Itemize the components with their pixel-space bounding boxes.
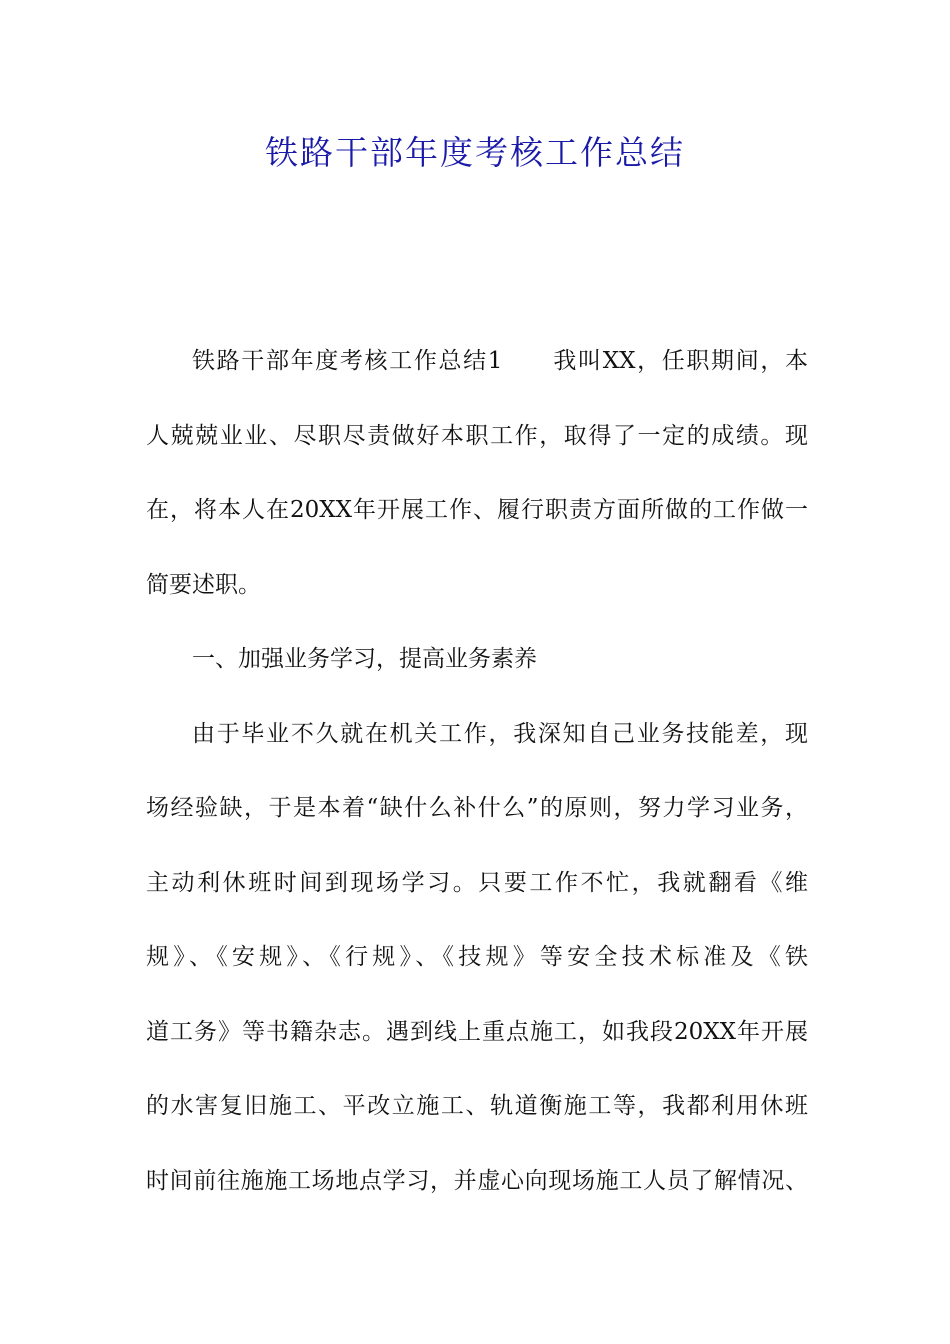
paragraph-line: 的水害复旧施工、平改立施工、轨道衡施工等，我都利用休班 [146,1093,808,1119]
paragraph-line: 简要述职。 [146,571,261,598]
paragraph-line: 场经验缺，于是本着“缺什么补什么”的原则，努力学习业务， [146,795,808,821]
paragraph-line: 由于毕业不久就在机关工作，我深知自己业务技能差，现 [192,720,808,747]
paragraph-line: 主动利休班时间到现场学习。只要工作不忙，我就翻看《维 [146,869,808,896]
section-heading: 一、加强业务学习，提高业务素养 [192,646,537,672]
paragraph-line: 规》、《安规》、《行规》、《技规》等安全技术标准及《铁 [146,944,808,970]
paragraph-line: 时间前往施施工场地点学习，并虚心向现场施工人员了解情况、 [146,1167,808,1194]
paragraph-line: 道工务》等书籍杂志。遇到线上重点施工，如我段20XX年开展 [146,1018,808,1045]
paragraph-line: 在，将本人在20XX年开展工作、履行职责方面所做的工作做一 [146,497,808,523]
paragraph-line: 铁路干部年度考核工作总结1 我叫XX，任职期间，本 [192,348,808,374]
document-body [146,329,808,1223]
paragraph-line: 人兢兢业业、尽职尽责做好本职工作，取得了一定的成绩。现 [146,422,808,449]
document-title: 铁路干部年度考核工作总结 [265,133,685,172]
